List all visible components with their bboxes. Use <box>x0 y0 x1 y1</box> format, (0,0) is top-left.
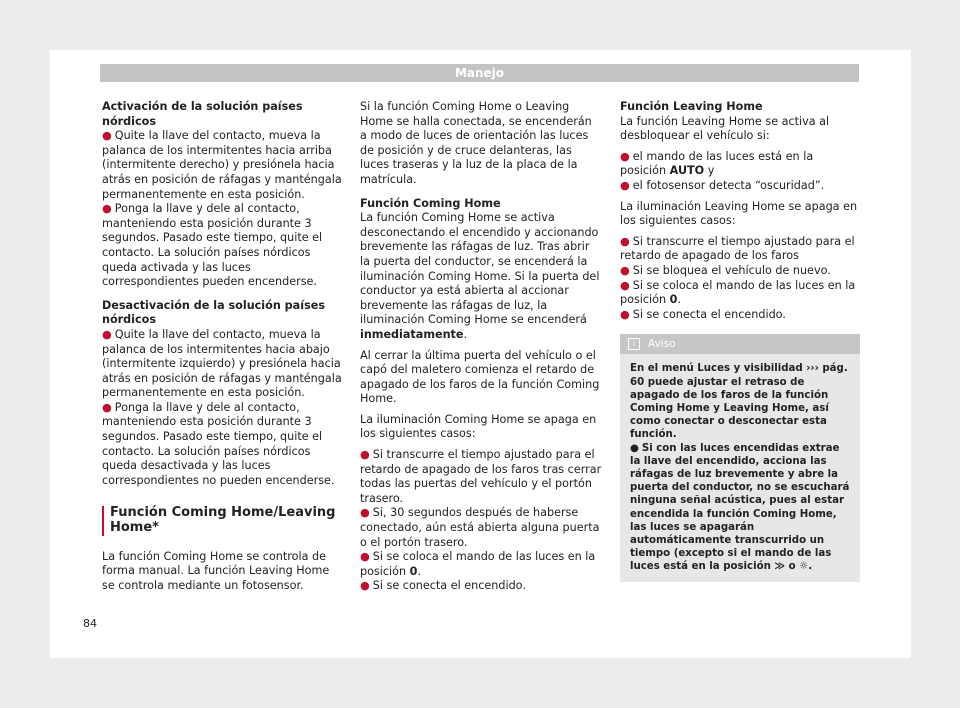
bullet-icon: ● <box>620 278 630 292</box>
paragraph: La función Leaving Home se activa al desbloquear el vehículo si: <box>620 114 830 143</box>
light-switch-off-symbol: 0 <box>669 293 678 307</box>
list-item: ● Si transcurre el tiempo ajustado para el retardo de apagado de los faros tras cerrar todas las puertas del vehículo y el portón trasero. <box>360 448 602 505</box>
deactivation-heading: Desactivación de la solución países nórdicos <box>102 298 325 327</box>
bullet-icon: ● <box>620 263 630 277</box>
list-item: ● Si, 30 segundos después de haberse conectado, aún está abierta alguna puerta o el portón trasero. <box>360 506 600 549</box>
notice-label: Aviso <box>648 338 676 351</box>
notice-paragraph: En el menú Luces y visibilidad ››› pág. 60 puede ajustar el retraso de apagado de los faros de la función Coming Home y Leaving Home, así como conectar o desconectar esta función. <box>630 363 848 441</box>
list-item: ● Si se bloquea el vehículo de nuevo. <box>620 263 831 277</box>
bullet-icon: ● <box>360 506 370 520</box>
list-item: ● el mando de las luces está en la posición AUTO y <box>620 149 814 178</box>
leaving-home-heading: Función Leaving Home <box>620 100 763 113</box>
paragraph: Al cerrar la última puerta del vehículo o el capó del maletero comienza el retardo de apagado de los faros de la función Coming Home. <box>360 348 600 406</box>
bullet-icon: ● <box>102 327 112 341</box>
section-heading: Función Coming Home/Leaving Home* <box>102 506 342 535</box>
list-item: ● Si se conecta el encendido. <box>620 307 786 321</box>
page <box>50 50 911 658</box>
list-item: ● Quite la llave del contacto, mueva la palanca de los intermitentes hacia abajo (intermitente izquierdo) y presiónela hacia atrás en posición de ráfagas y manténgala permanentemente en esta posición. <box>102 327 342 400</box>
list-item: ● Ponga la llave y dele al contacto, manteniendo esta posición durante 3 segundos. Pasado este tiempo, quite el contacto. La solución países nórdicos queda activada y las luces correspondientes pueden encenderse. <box>102 202 323 289</box>
bullet-icon: ● <box>102 202 112 216</box>
bullet-icon: ● <box>620 178 630 192</box>
bullet-icon: ● <box>620 234 630 248</box>
bullet-icon: ● <box>360 550 370 564</box>
section-intro: La función Coming Home se controla de forma manual. La función Leaving Home se controla mediante un fotosensor. <box>102 549 330 592</box>
bullet-icon: ● <box>360 448 370 462</box>
list-item: ● Si transcurre el tiempo ajustado para el retardo de apagado de los faros <box>620 234 855 263</box>
page-header: Manejo <box>100 64 859 82</box>
list-item: ● Si se conecta el encendido. <box>360 579 526 593</box>
notice-header <box>620 334 860 354</box>
info-icon: i <box>628 338 640 350</box>
bullet-icon: ● <box>620 149 630 163</box>
paragraph: La iluminación Leaving Home se apaga en los siguientes casos: <box>620 199 858 228</box>
list-item: ● Quite la llave del contacto, mueva la palanca de los intermitentes hacia arriba (intermitente derecho) y presiónela hacia atrás en posición de ráfagas y manténgala permanentemente en esta posición. <box>102 129 342 201</box>
column-2 <box>360 100 602 594</box>
paragraph: Si la función Coming Home o Leaving Home se halla conectada, se encenderán a modo de luces de orientación las luces de posición y de cruce delanteras, las luces traseras y la luz de la placa de la matrícula. <box>360 100 592 186</box>
activation-heading: Activación de la solución países nórdicos <box>102 100 303 128</box>
list-item: ● Si se coloca el mando de las luces en la posición 0. <box>360 550 596 578</box>
bullet-icon: ● <box>102 129 112 143</box>
notice-body <box>620 354 860 581</box>
light-switch-auto-symbol: AUTO <box>669 164 705 178</box>
bullet-icon: ● <box>102 400 112 414</box>
notice-box <box>620 334 860 581</box>
coming-home-heading: Función Coming Home <box>360 196 501 210</box>
column-1 <box>102 100 342 593</box>
paragraph: La función Coming Home se activa desconectando el encendido y accionando brevemente las ráfagas de luz. Tras abrir la puerta del conductor, se encenderá la iluminación Coming Home. Si la puerta del conductor ya está abierta al accionar brevemente las ráfagas de luz, la iluminación Coming Home se encenderá inmediatamente. <box>360 211 600 341</box>
bullet-icon: ● <box>630 442 639 454</box>
notice-list-item: ● Si con las luces encendidas extrae la llave del encendido, acciona las ráfagas de luz brevemente y abre la puerta del conductor, no se escuchará ninguna señal acústica, pues al estar encendida la función Coming Home, las luces se apagarán automáticamente transcurrido un tiempo (excepto si el mando de las luces está en la posición ≫ o ☼. <box>630 442 850 573</box>
list-item: ● Ponga la llave y dele al contacto, manteniendo esta posición durante 3 segundos. Pasado este tiempo, quite el contacto. La solución países nórdicos queda desactivada y las luces correspondientes no pueden encenderse. <box>102 400 335 487</box>
list-item: ● el fotosensor detecta “oscuridad”. <box>620 178 825 192</box>
page-number: 84 <box>83 617 97 630</box>
bullet-icon: ● <box>360 579 370 593</box>
paragraph: La iluminación Coming Home se apaga en los siguientes casos: <box>360 412 597 441</box>
bullet-icon: ● <box>620 307 630 321</box>
column-3 <box>620 100 860 582</box>
light-switch-off-symbol: 0 <box>409 564 418 578</box>
list-item: ● Si se coloca el mando de las luces en la posición 0. <box>620 278 856 307</box>
